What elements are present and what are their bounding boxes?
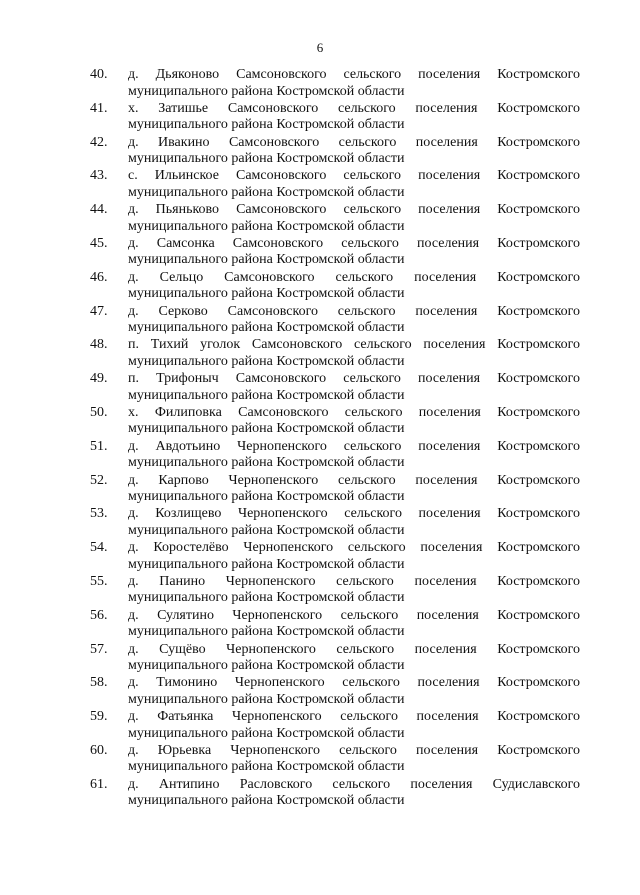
list-item [90,67,580,101]
item-number: 57. [90,641,108,657]
item-number: 42. [90,134,108,150]
list-item [90,304,580,338]
item-number: 56. [90,607,108,623]
item-text-line-2: муниципального района Костромской области [128,387,405,403]
list-item [90,135,580,169]
item-text [128,608,580,642]
item-text-line-2: муниципального района Костромской области [128,590,405,606]
list-item [90,777,580,811]
item-text-line-2: муниципального района Костромской области [128,353,405,369]
item-text-line-2: муниципального района Костромской области [128,658,405,674]
item-text-line-2: муниципального района Костромской области [128,759,405,775]
item-text-line-2: муниципального района Костромской области [128,624,405,640]
item-text [128,67,580,101]
item-text-line-1: д. Пьяньково Самсоновского сельского поселения Костромского [128,202,580,218]
item-number: 51. [90,438,108,454]
item-text-line-1: х. Затишье Самсоновского сельского поселения Костромского [128,100,580,116]
item-text [128,473,580,507]
item-text-line-2: муниципального района Костромской области [128,691,405,707]
item-number: 46. [90,269,108,285]
item-text-line-1: д. Ивакино Самсоновского сельского поселения Костромского [128,134,580,150]
item-text-line-2: муниципального района Костромской области [128,286,405,302]
item-text [128,135,580,169]
item-text-line-2: муниципального района Костромской области [128,252,405,268]
item-text-line-2: муниципального района Костромской области [128,83,405,99]
list-item [90,473,580,507]
item-text-line-2: муниципального района Костромской области [128,522,405,538]
item-text [128,168,580,202]
item-number: 58. [90,675,108,691]
item-text-line-2: муниципального района Костромской области [128,117,405,133]
item-number: 60. [90,742,108,758]
item-number: 54. [90,540,108,556]
item-text [128,236,580,270]
list-item [90,405,580,439]
list-item [90,506,580,540]
item-text [128,202,580,236]
item-number: 48. [90,337,108,353]
item-text-line-2: муниципального района Костромской области [128,455,405,471]
item-text-line-2: муниципального района Костромской области [128,184,405,200]
item-number: 45. [90,235,108,251]
item-text-line-1: д. Дьяконово Самсоновского сельского поселения Костромского [128,67,580,82]
item-text-line-1: х. Филиповка Самсоновского сельского поселения Костромского [128,404,580,420]
list-item [90,743,580,777]
item-text-line-1: д. Фатьянка Чернопенского сельского поселения Костромского [128,709,580,725]
item-text-line-1: д. Карпово Чернопенского сельского поселения Костромского [128,472,580,488]
list-item [90,439,580,473]
item-text-line-1: д. Козлищево Чернопенского сельского поселения Костромского [128,506,580,522]
item-text [128,101,580,135]
page-number: 6 [316,40,324,55]
item-text-line-1: д. Юрьевка Чернопенского сельского поселения Костромского [128,742,580,758]
item-text [128,337,580,371]
list-item [90,642,580,676]
item-text [128,439,580,473]
item-text-line-2: муниципального района Костромской области [128,556,405,572]
item-text-line-1: д. Антипино Расловского сельского поселения Судиславского [128,776,580,792]
item-text [128,777,580,811]
item-text-line-2: муниципального района Костромской области [128,151,405,167]
item-text [128,574,580,608]
item-number: 53. [90,506,108,522]
item-text-line-1: д. Тимонино Чернопенского сельского поселения Костромского [128,675,580,691]
item-number: 61. [90,776,108,792]
item-text-line-1: д. Самсонка Самсоновского сельского поселения Костромского [128,235,580,251]
list-item [90,236,580,270]
item-text [128,642,580,676]
item-text-line-1: п. Тихий уголок Самсоновского сельского поселения Костромского [128,337,580,353]
item-number: 44. [90,202,108,218]
item-number: 59. [90,709,108,725]
list-item [90,337,580,371]
item-text [128,270,580,304]
list-item [90,608,580,642]
item-text-line-1: д. Панино Чернопенского сельского поселения Костромского [128,573,580,589]
item-text [128,506,580,540]
item-text-line-1: д. Сельцо Самсоновского сельского поселения Костромского [128,269,580,285]
settlement-list [90,67,580,811]
list-item [90,101,580,135]
list-item [90,540,580,574]
item-text-line-1: п. Трифоныч Самсоновского сельского поселения Костромского [128,371,580,387]
item-text-line-2: муниципального района Костромской области [128,793,405,809]
list-item [90,371,580,405]
item-text-line-2: муниципального района Костромской области [128,725,405,741]
item-number: 52. [90,472,108,488]
list-item [90,168,580,202]
item-text [128,709,580,743]
item-text [128,675,580,709]
list-item [90,574,580,608]
item-text-line-1: д. Сущёво Чернопенского сельского поселения Костромского [128,641,580,657]
list-item [90,709,580,743]
item-text-line-2: муниципального района Костромской области [128,421,405,437]
item-text-line-1: д. Авдотьино Чернопенского сельского поселения Костромского [128,438,580,454]
item-number: 50. [90,404,108,420]
item-number: 49. [90,371,108,387]
item-number: 47. [90,303,108,319]
list-item [90,270,580,304]
item-text [128,371,580,405]
item-text-line-2: муниципального района Костромской области [128,320,405,336]
item-number: 43. [90,168,108,184]
item-text [128,743,580,777]
item-text [128,304,580,338]
item-text-line-2: муниципального района Костромской области [128,218,405,234]
list-item [90,675,580,709]
item-text-line-2: муниципального района Костромской области [128,489,405,505]
item-text-line-1: д. Коростелёво Чернопенского сельского поселения Костромского [128,540,580,556]
item-number: 55. [90,573,108,589]
item-text-line-1: с. Ильинское Самсоновского сельского поселения Костромского [128,168,580,184]
item-text [128,405,580,439]
item-text [128,540,580,574]
item-text-line-1: д. Сулятино Чернопенского сельского поселения Костромского [128,607,580,623]
item-text-line-1: д. Серково Самсоновского сельского поселения Костромского [128,303,580,319]
item-number: 41. [90,100,108,116]
item-number: 40. [90,67,108,82]
list-item [90,202,580,236]
